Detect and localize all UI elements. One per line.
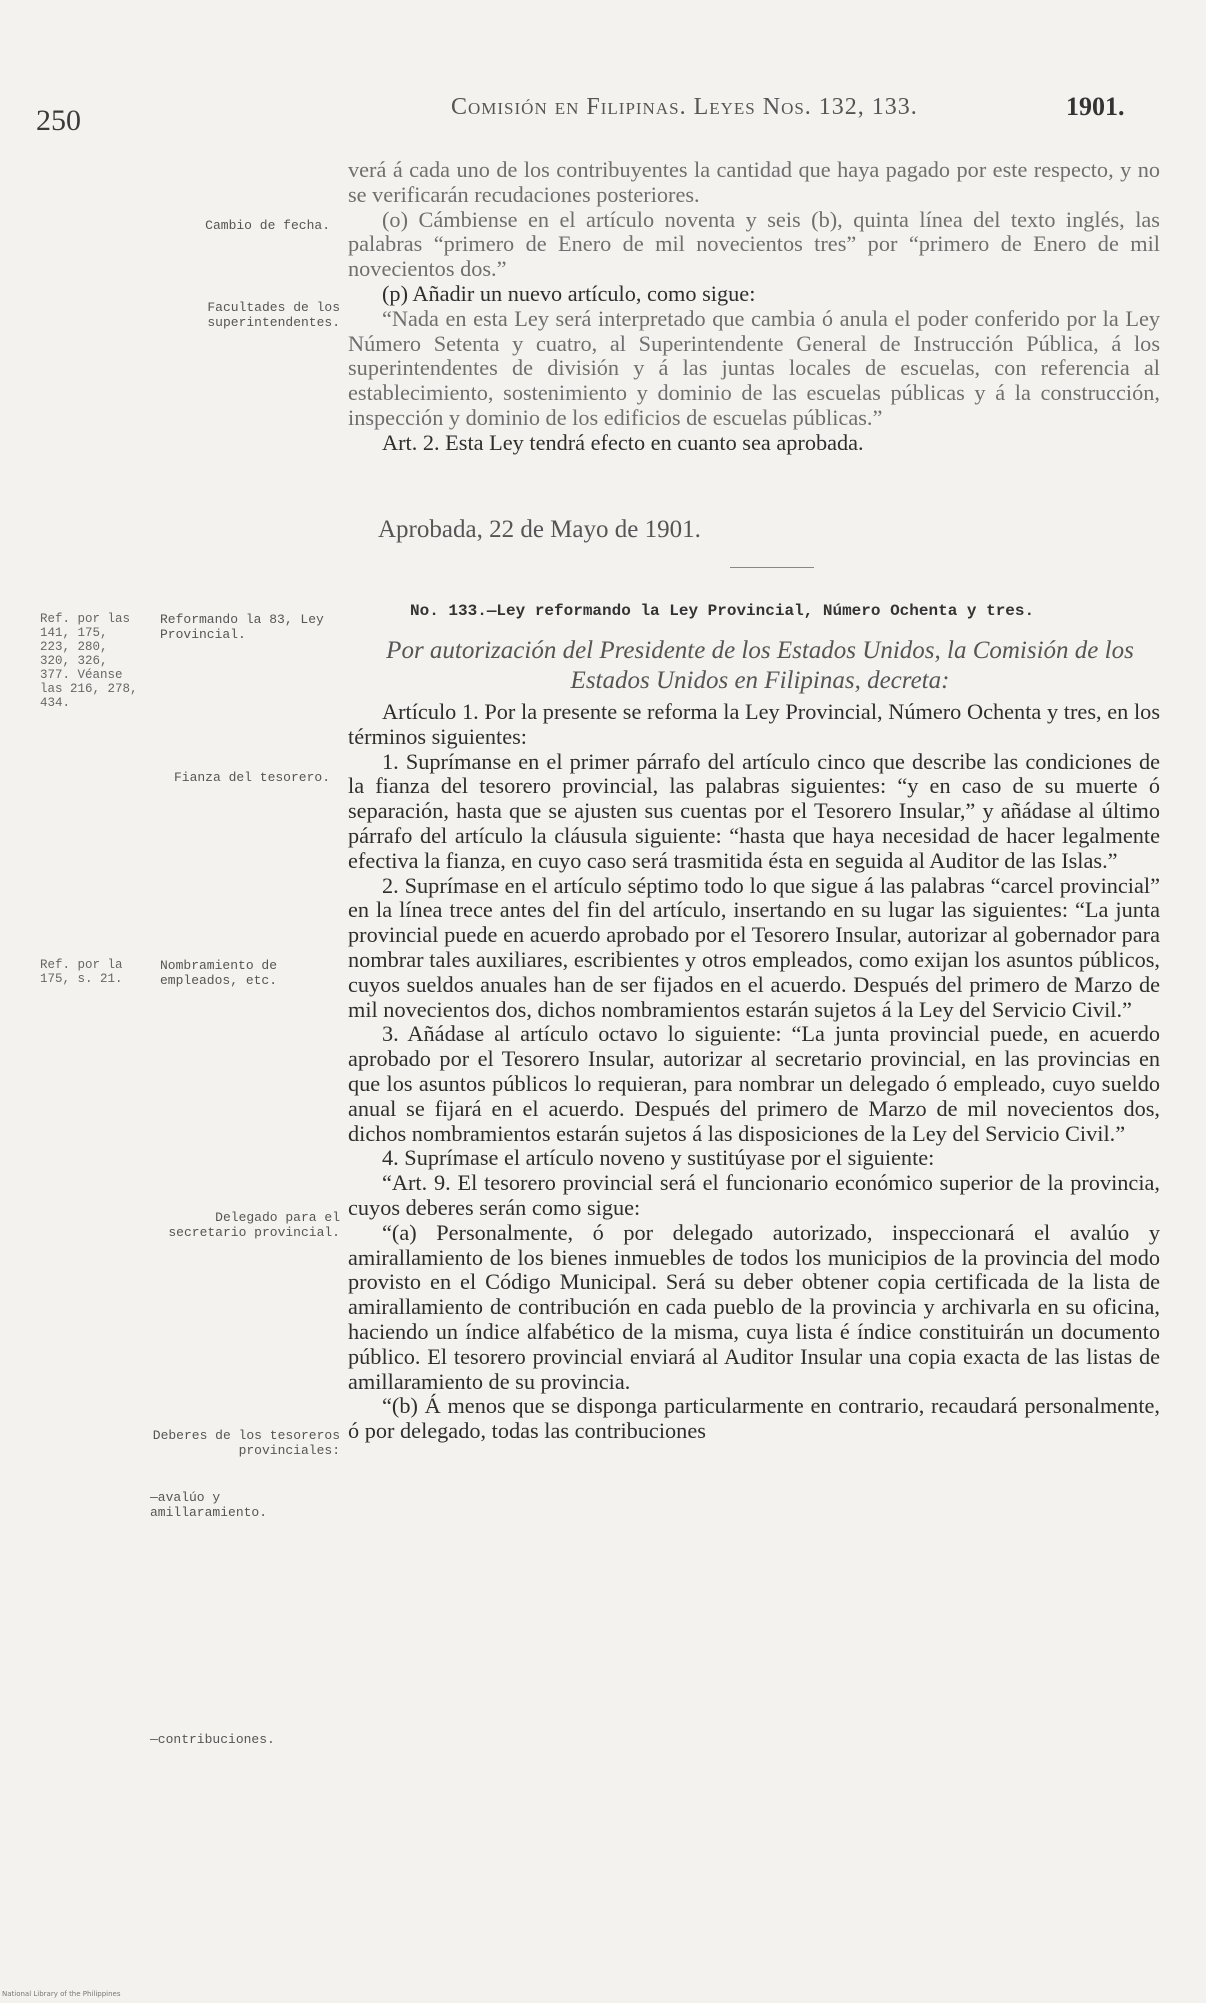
decree-text: Por autorización del Presidente de los Estados Unidos, la Comisión de los Estados Unidos en Filipinas, decreta: bbox=[386, 637, 1134, 694]
footer-credit: National Library of the Philippines bbox=[2, 1990, 121, 1998]
approval-date: Aprobada, 22 de Mayo de 1901. bbox=[378, 516, 701, 543]
section-4-a: “(a) Personalmente, ó por delegado autorizado, inspeccionará el avalúo y amirallamiento de los bienes inmuebles de todos los municipios de la provincia del modo provisto en el Código Municipal. Será su deber obtener copia certificada de la lista de amirallamiento de contribución en cada pueblo de la provincia y archivarla en su oficina, haciendo un índice alfabético de la misma, cuya lista é índice constituirán un documento público. El tesorero provincial enviará al Auditor Insular una copia exacta de las listas de amillaramiento de su provincia. bbox=[348, 1219, 1160, 1394]
divider bbox=[730, 567, 814, 568]
law-body bbox=[348, 700, 1160, 1444]
page-header bbox=[36, 86, 1125, 137]
article-1: Artículo 1. Por la presente se reforma la Ley Provincial, Número Ochenta y tres, en los términos siguientes: bbox=[348, 699, 1160, 749]
top-block bbox=[348, 158, 1160, 456]
margin-ref-1: Ref. por las 141, 175, 223, 280, 320, 326, 377. Véanse las 216, 278, 434. bbox=[40, 612, 138, 710]
section-4: 4. Suprímase el artículo noveno y sustitúyase por el siguiente: bbox=[382, 1145, 935, 1171]
running-head: Comisión en Filipinas. Leyes Nos. 132, 133. bbox=[451, 94, 918, 120]
margin-note-cambio: Cambio de fecha. bbox=[205, 218, 330, 233]
margin-note-nombramiento: Nombramiento de empleados, etc. bbox=[160, 958, 278, 988]
margin-ref-2: Ref. por la 175, s. 21. bbox=[40, 958, 123, 986]
margin-note-reformando: Reformando la 83, Ley Provincial. bbox=[160, 612, 324, 642]
margin-note-deberes: Deberes de los tesoreros provinciales: bbox=[152, 1428, 340, 1458]
margin-note-fianza: Fianza del tesorero. bbox=[173, 770, 330, 785]
paragraph: (p) Añadir un nuevo artículo, como sigue: bbox=[382, 280, 756, 306]
law-heading: No. 133.—Ley reformando la Ley Provincial, Número Ochenta y tres. bbox=[410, 602, 1035, 620]
paragraph: verá á cada uno de los contribuyentes la cantidad que haya pagado por este respecto, y no se verificarán recudaciones posteriores. bbox=[348, 157, 1160, 207]
paragraph: “Nada en esta Ley será interpretado que cambia ó anula el poder conferido por la Ley Número Setenta y cuatro, al Superintendente General de Instrucción Pública, á los superintendentes de división y á las juntas locales de escuelas, con referencia al establecimiento, sostenimiento y dominio de las escuelas públicas y á la construcción, inspección y dominio de los edificios de escuelas públicas.” bbox=[348, 305, 1160, 430]
paragraph: (o) Cámbiense en el artículo noventa y seis (b), quinta línea del texto inglés, las palabras “primero de Enero de mil novecientos tres” por “primero de Enero de mil novecientos dos.” bbox=[348, 206, 1160, 282]
section-4-b: “(b) Á menos que se disponga particularmente en contrario, recaudará personalmente, ó por delegado, todas las contribuciones bbox=[348, 1393, 1160, 1444]
section-3: 3. Añádase al artículo octavo lo siguiente: “La junta provincial puede, en acuerdo aprobado por el Tesorero Insular, autorizar al secretario provincial, en las provincias en que los asuntos públicos lo requieran, para nombrar un delegado ó empleado, cuyo sueldo anual se fijará en el acuerdo. Después del primero de Marzo de mil novecientos dos, dichos nombramientos estarán sujetos á las disposiciones de la Ley del Servicio Civil.” bbox=[348, 1021, 1160, 1146]
margin-note-contribuciones: —contribuciones. bbox=[150, 1732, 275, 1747]
section-1: 1. Suprímanse en el primer párrafo del artículo cinco que describe las condiciones de la fianza del tesorero provincial, las palabras siguientes: “y en caso de su muerte ó separación, hasta que se ajusten sus cuentas por el Tesorero Insular,” y añádase al último párrafo del artículo la cláusula siguiente: “hasta que haya necesidad de hacer legalmente efectiva la fianza, en cuyo caso será trasmitida ésta en seguida al Auditor de las Islas.” bbox=[348, 748, 1160, 873]
margin-note-delegado: Delegado para el secretario provincial. bbox=[168, 1210, 340, 1240]
margin-note-facultades: Facultades de los superintendentes. bbox=[207, 300, 340, 330]
section-2: 2. Suprímase en el artículo séptimo todo lo que sigue á las palabras “carcel provincial” en la línea trece antes del fin del artículo, insertando en su lugar las siguientes: “La junta provincial puede en acuerdo aprobado por el Tesorero Insular, autorizar al gobernador para nombrar tales auxiliares, escribientes y otros empleados, como exijan los asuntos públicos, cuyos sueldos anuales han de ser fijados en el acuerdo. Después del primero de Marzo de mil novecientos dos, dichos nombramientos estarán sujetos á la Ley del Servicio Civil.” bbox=[348, 872, 1160, 1022]
running-year: 1901. bbox=[1066, 92, 1125, 121]
page-number: 250 bbox=[36, 104, 81, 137]
section-4-article: “Art. 9. El tesorero provincial será el funcionario económico superior de la provincia, cuyos deberes serán como sigue: bbox=[348, 1170, 1160, 1220]
margin-note-avaluo: —avalúo y amillaramiento. bbox=[150, 1490, 268, 1520]
paragraph: Art. 2. Esta Ley tendrá efecto en cuanto sea aprobada. bbox=[382, 429, 864, 455]
